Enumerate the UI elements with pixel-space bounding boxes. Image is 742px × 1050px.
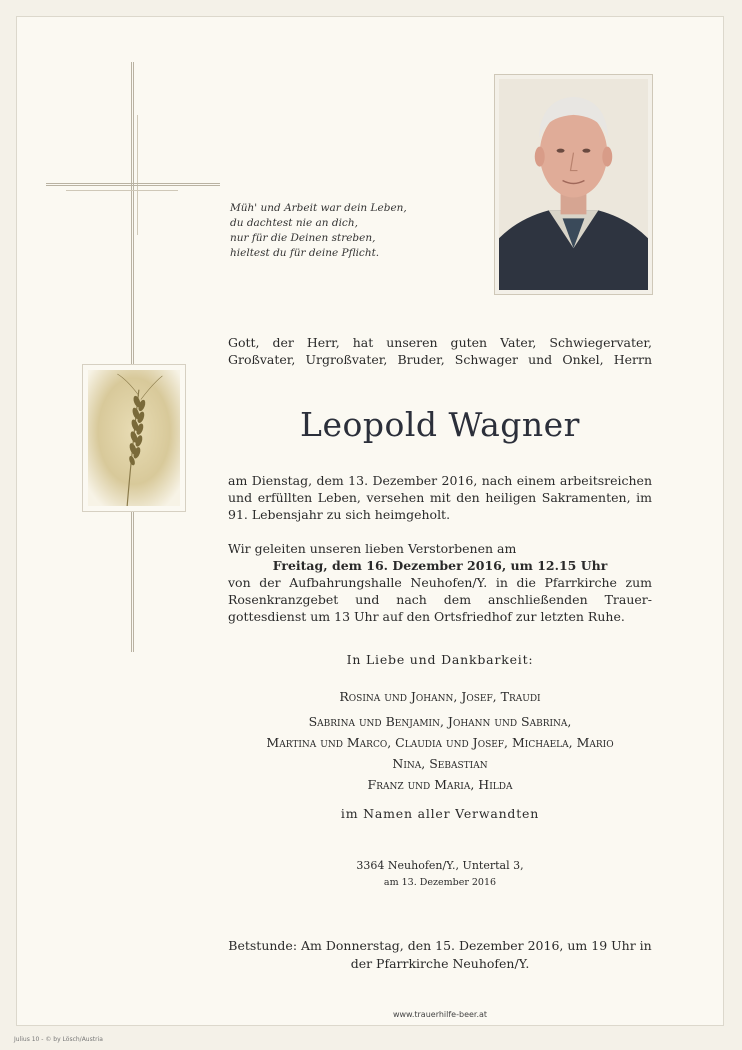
wheat-image	[82, 364, 186, 512]
poem-line: hieltest du für deine Pflicht.	[230, 247, 380, 259]
funeral-date: Freitag, dem 16. Dezember 2016, um 12.15 Uhr	[272, 558, 608, 573]
death-line: am Dienstag, dem 13. Dezember 2016, nach einem arbeitsreichen	[228, 473, 652, 488]
deceased-name: Leopold Wagner	[300, 405, 580, 444]
mourners-closing: im Namen aller Verwandten	[340, 806, 540, 821]
funeral-notice	[228, 540, 652, 625]
intro-line: Gott, der Herr, hat unseren guten Vater, Schwiegervater,	[228, 335, 652, 350]
footer-credit: Julius 10 - © by Lösch/Austria	[14, 1036, 103, 1043]
funeral-line: gottesdienst um 13 Uhr auf den Ortsfriedhof zur letzten Ruhe.	[228, 609, 625, 624]
funeral-line: von der Aufbahrungshalle Neuhofen/Y. in die Pfarrkirche zum	[228, 575, 652, 590]
mourners-row: Sabrina und Benjamin, Johann und Sabrina,	[308, 714, 572, 729]
betstunde-line: Betstunde: Am Donnerstag, den 15. Dezember 2016, um 19 Uhr in	[228, 938, 652, 953]
mourners-row: Nina, Sebastian	[392, 756, 488, 771]
cross-horizontal-accent	[66, 190, 178, 191]
portrait-photo	[494, 74, 653, 295]
mourners-row: Franz und Maria, Hilda	[367, 777, 513, 792]
cross-vertical-beam	[131, 62, 134, 652]
poem-line: nur für die Deinen streben,	[230, 232, 376, 244]
mourners-row: Martina und Marco, Claudia und Josef, Michaela, Mario	[266, 735, 614, 750]
betstunde-notice	[228, 937, 652, 973]
funeral-line: Wir geleiten unseren lieben Verstorbenen am	[228, 541, 517, 556]
address-date: am 13. Dezember 2016	[383, 877, 497, 888]
footer-url: www.trauerhilfe-beer.at	[392, 1010, 488, 1019]
address	[228, 857, 652, 891]
portrait-icon	[499, 79, 648, 290]
address-line: 3364 Neuhofen/Y., Untertal 3,	[356, 859, 524, 872]
cross-vertical-accent	[137, 115, 138, 235]
death-line: 91. Lebensjahr zu sich heimgeholt.	[228, 507, 451, 522]
poem-line: Müh' und Arbeit war dein Leben,	[230, 202, 407, 214]
wheat-icon	[88, 370, 180, 506]
mourners-heading: In Liebe und Dankbarkeit:	[346, 652, 534, 667]
intro-text	[228, 334, 652, 368]
poem-line: du dachtest nie an dich,	[230, 217, 358, 229]
cross-horizontal-beam	[46, 183, 220, 186]
mourners-row: Rosina und Johann, Josef, Traudi	[339, 689, 541, 704]
mourners-list	[228, 686, 652, 795]
intro-line: Großvater, Urgroßvater, Bruder, Schwager und Onkel, Herrn	[228, 352, 652, 367]
death-line: und erfüllten Leben, versehen mit den heiligen Sakramenten, im	[228, 490, 652, 505]
betstunde-line: der Pfarrkirche Neuhofen/Y.	[350, 956, 530, 971]
funeral-line: Rosenkranzgebet und nach dem anschließenden Trauer-	[228, 592, 652, 607]
death-notice	[228, 472, 652, 523]
poem	[230, 201, 480, 261]
